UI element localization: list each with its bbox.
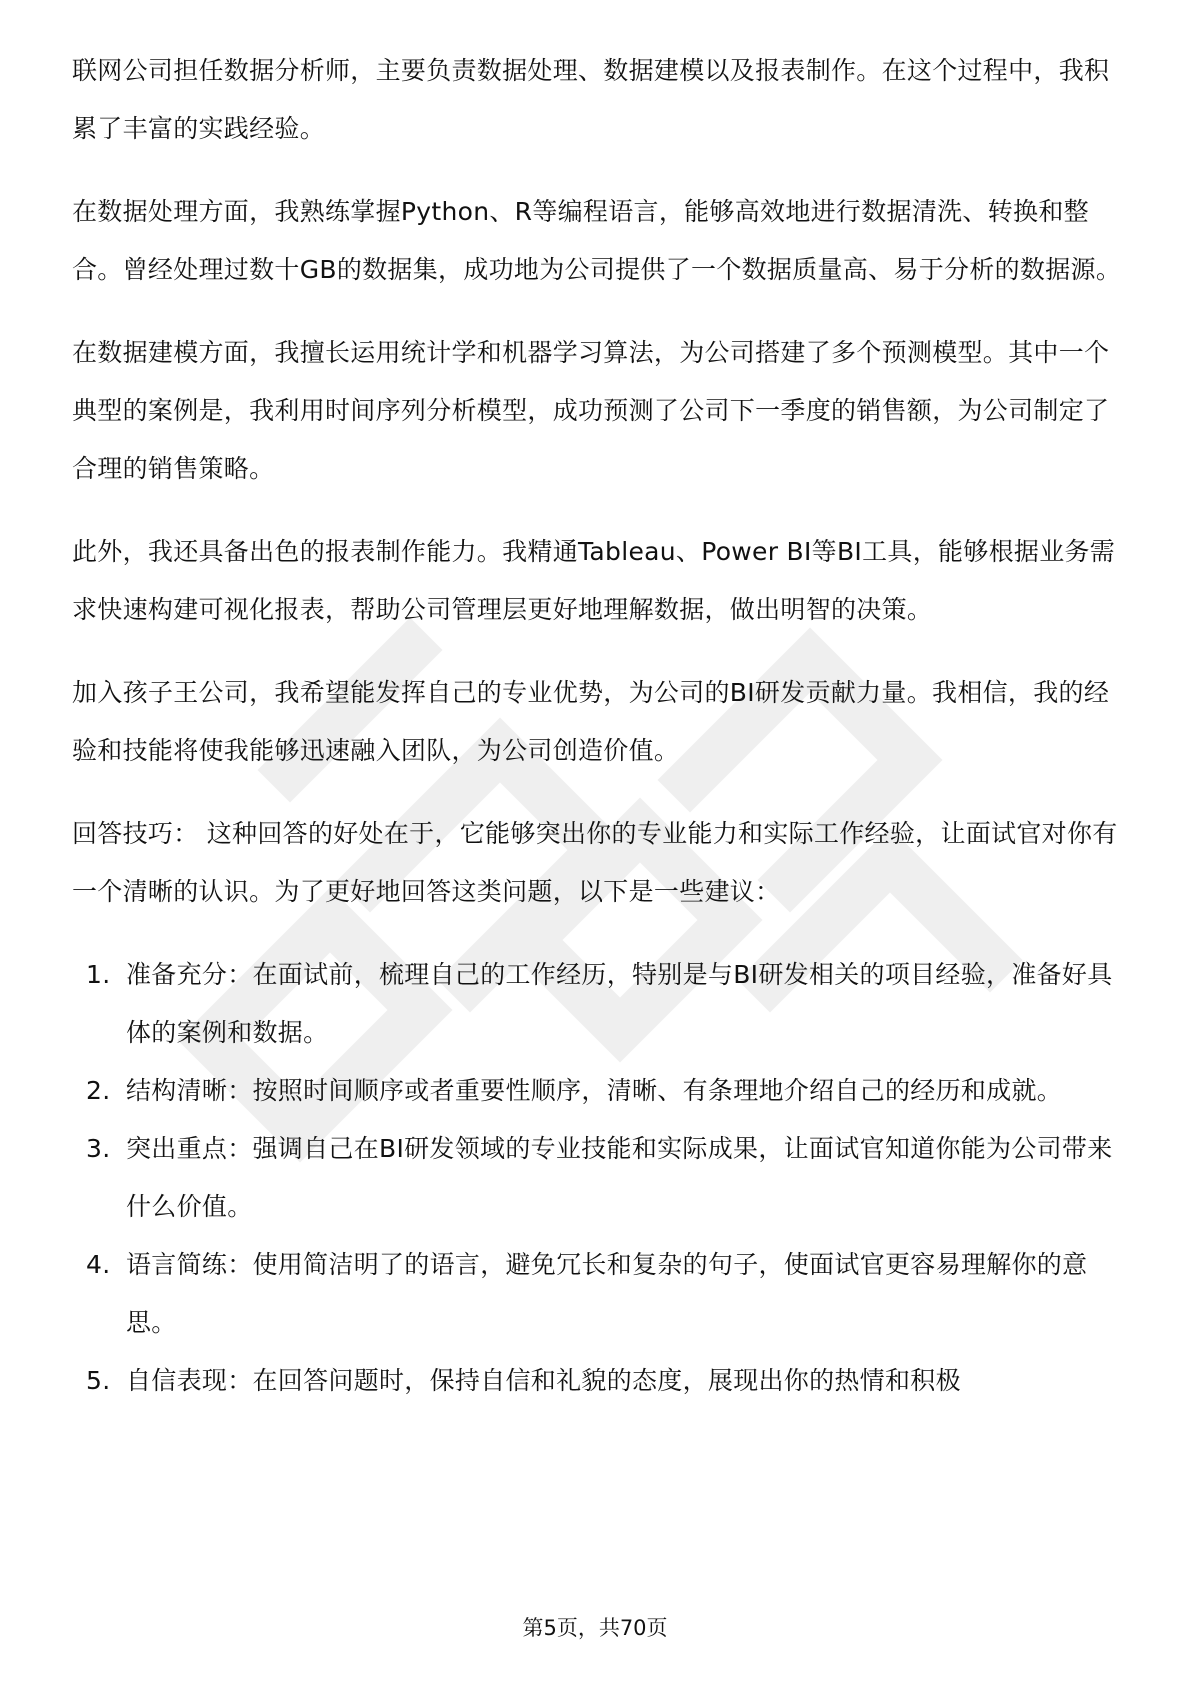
list-item-number: 2. (86, 1076, 111, 1105)
tips-list (72, 946, 1122, 1410)
paragraph-reporting: 此外，我还具备出色的报表制作能力。我精通Tableau、Power BI等BI工具，能够根据业务需求快速构建可视化报表，帮助公司管理层更好地理解数据，做出明智的决策。 (72, 537, 1116, 624)
paragraph-data-modeling: 在数据建模方面，我擅长运用统计学和机器学习算法，为公司搭建了多个预测模型。其中一个典型的案例是，我利用时间序列分析模型，成功预测了公司下一季度的销售额，为公司制定了合理的销售策略。 (72, 338, 1110, 483)
list-item (72, 1236, 1122, 1352)
list-item (72, 1120, 1122, 1236)
paragraph-experience-intro: 联网公司担任数据分析师，主要负责数据处理、数据建模以及报表制作。在这个过程中，我积累了丰富的实践经验。 (72, 56, 1110, 143)
page-number-footer: 第5页，共70页 (522, 1616, 668, 1640)
list-item-number: 1. (86, 960, 111, 989)
list-item-text: 突出重点：强调自己在BI研发领域的专业技能和实际成果，让面试官知道你能为公司带来什么价值。 (126, 1134, 1113, 1221)
paragraph-data-processing: 在数据处理方面，我熟练掌握Python、R等编程语言，能够高效地进行数据清洗、转换和整合。曾经处理过数十GB的数据集，成功地为公司提供了一个数据质量高、易于分析的数据源。 (72, 197, 1122, 284)
list-item-text: 语言简练：使用简洁明了的语言，避免冗长和复杂的句子，使面试官更容易理解你的意思。 (126, 1250, 1088, 1337)
list-item-text: 结构清晰：按照时间顺序或者重要性顺序，清晰、有条理地介绍自己的经历和成就。 (126, 1076, 1063, 1105)
list-item-number: 5. (86, 1366, 111, 1395)
list-item (72, 1062, 1122, 1120)
document-body (72, 42, 1122, 1410)
list-item (72, 1352, 1122, 1410)
list-item-number: 4. (86, 1250, 111, 1279)
list-item-text: 准备充分：在面试前，梳理自己的工作经历，特别是与BI研发相关的项目经验，准备好具体的案例和数据。 (126, 960, 1113, 1047)
list-item-number: 3. (86, 1134, 111, 1163)
list-item (72, 946, 1122, 1062)
paragraph-motivation: 加入孩子王公司，我希望能发挥自己的专业优势，为公司的BI研发贡献力量。我相信，我的经验和技能将使我能够迅速融入团队，为公司创造价值。 (72, 678, 1110, 765)
paragraph-answer-tips: 回答技巧： 这种回答的好处在于，它能够突出你的专业能力和实际工作经验，让面试官对你有一个清晰的认识。为了更好地回答这类问题，以下是一些建议： (72, 819, 1118, 906)
list-item-text: 自信表现：在回答问题时，保持自信和礼貌的态度，展现出你的热情和积极 (126, 1366, 961, 1395)
